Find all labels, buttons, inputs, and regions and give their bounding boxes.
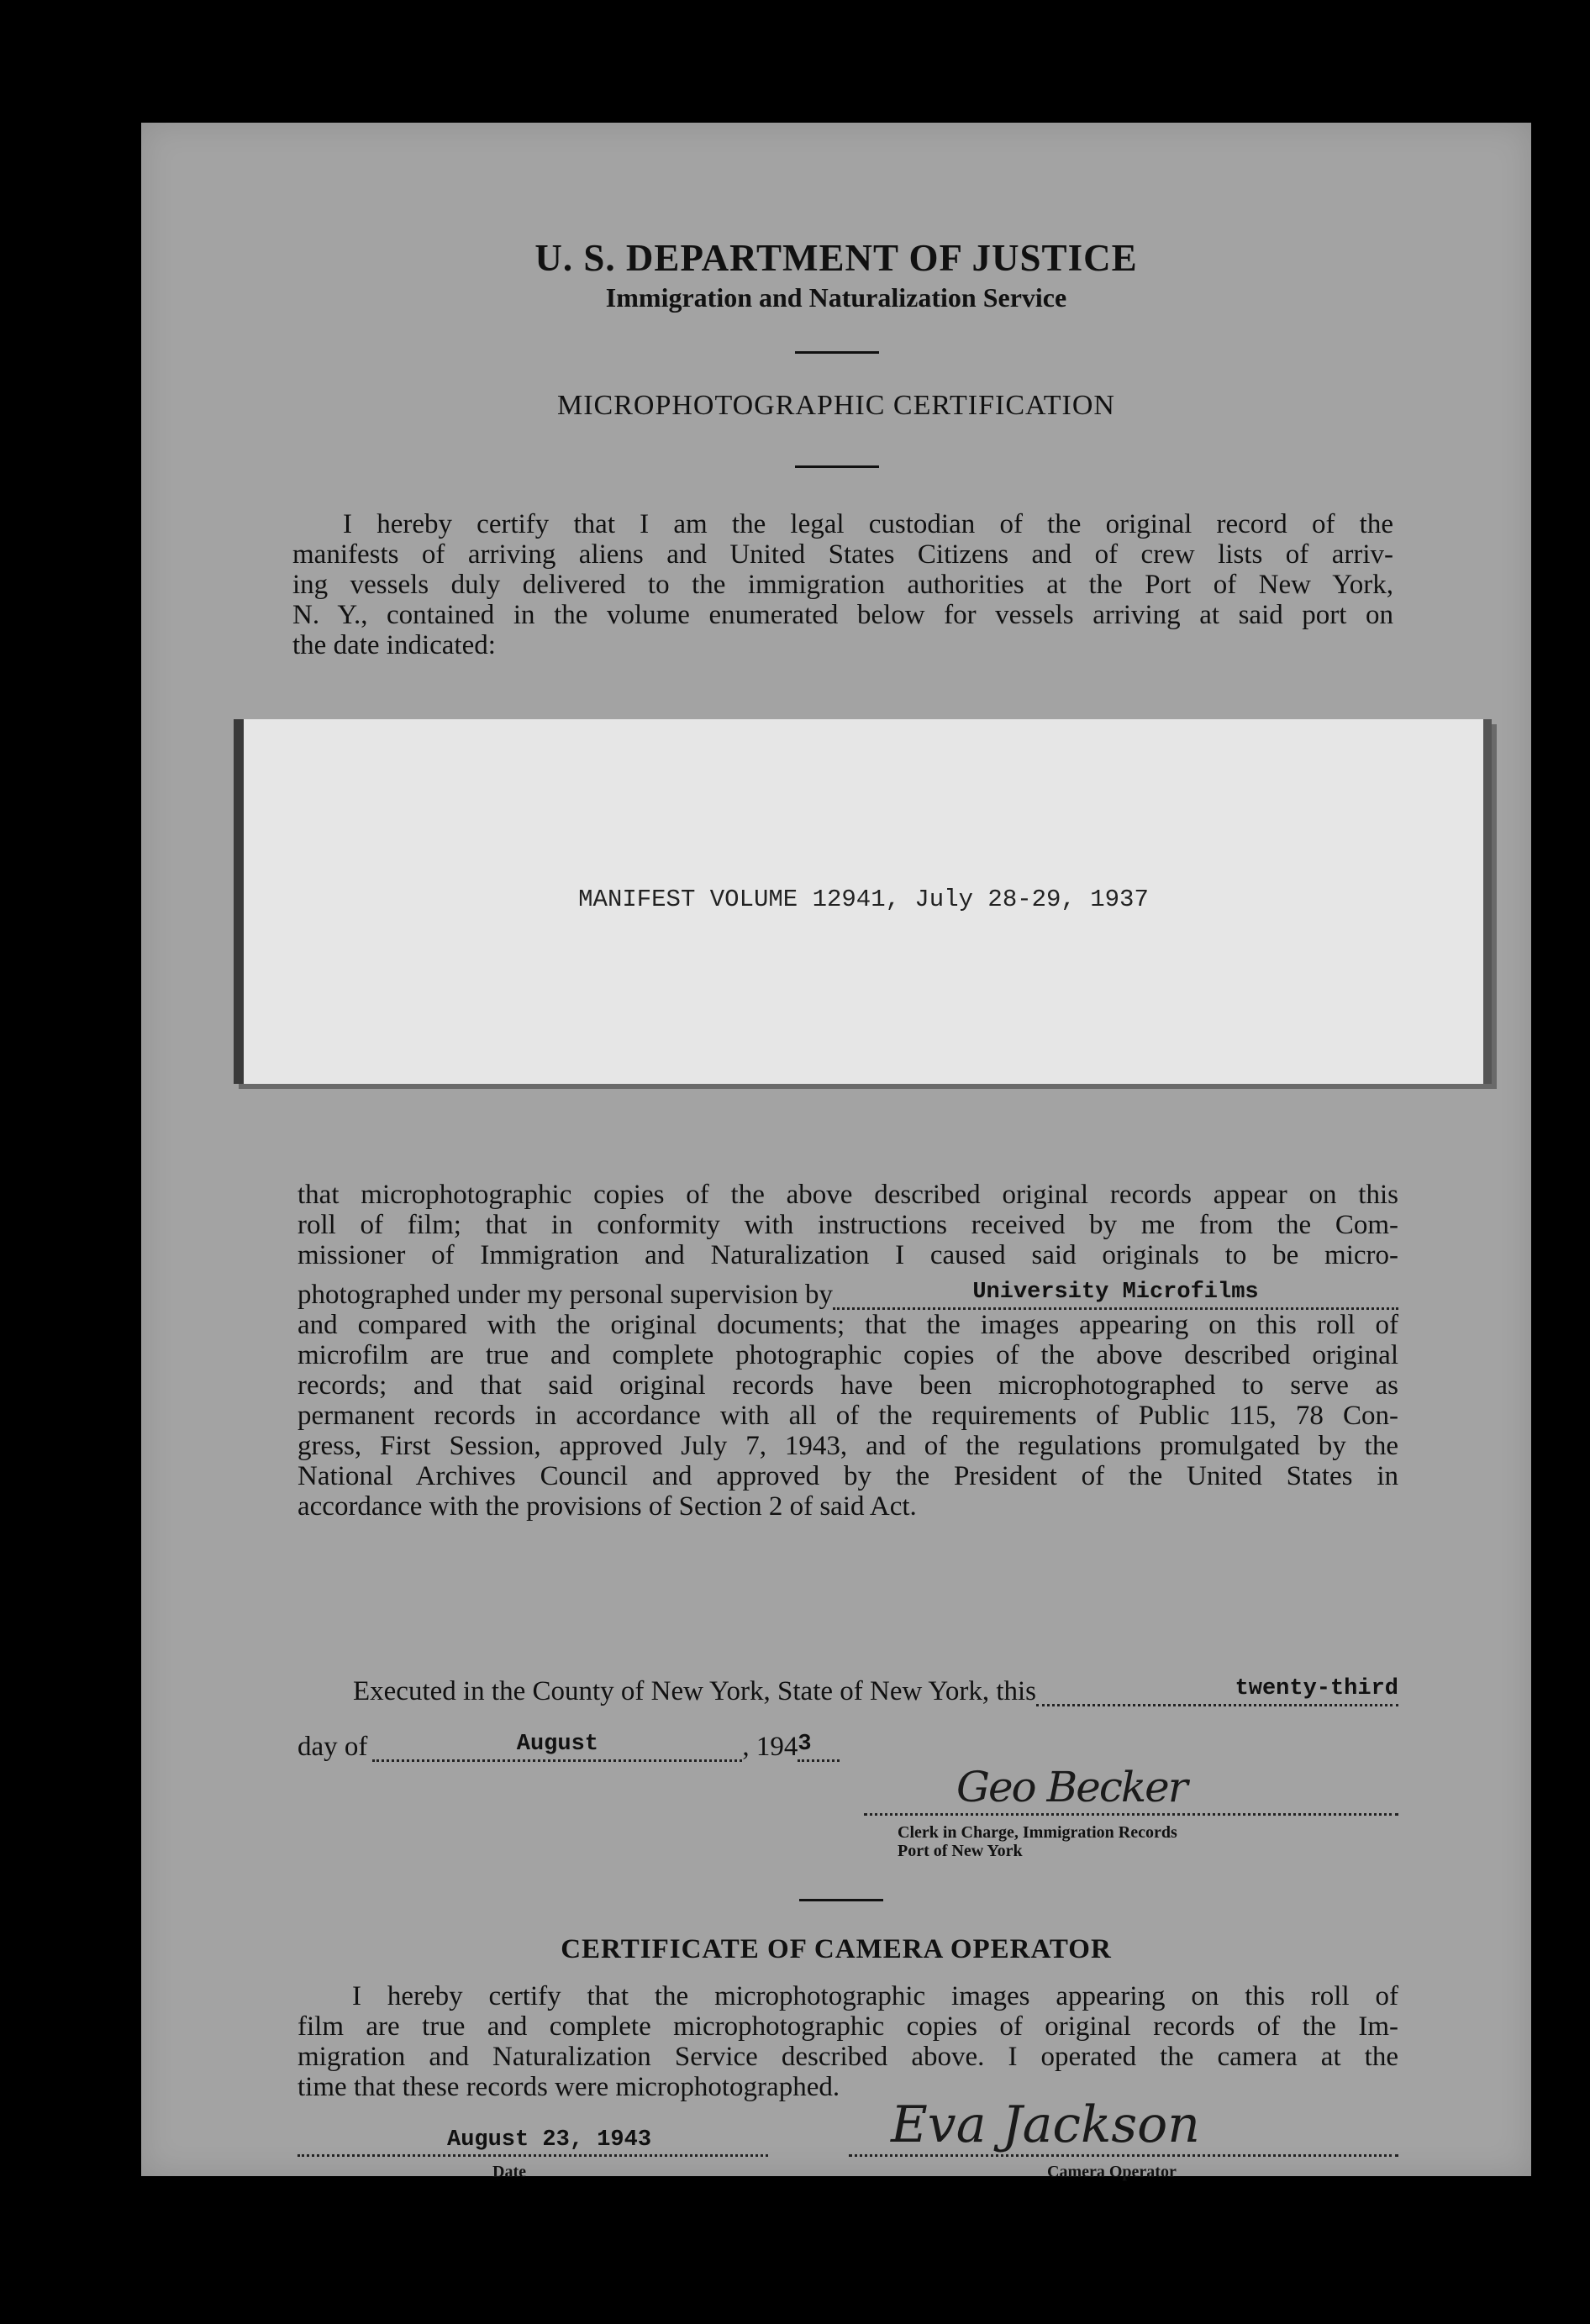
- supervision-prefix: photographed under my personal supervision by: [297, 1280, 833, 1310]
- camera-paragraph: [297, 1981, 1398, 2102]
- text-line: I hereby certify that the microphotographic images appearing on this roll of: [352, 1981, 1398, 2011]
- camera-date-value: August 23, 1943: [447, 2127, 652, 2153]
- text-line: roll of film; that in conformity with instructions received by me from the Com-: [297, 1210, 1398, 1240]
- operator-signature-line: [849, 2095, 1398, 2157]
- text-line: N. Y., contained in the volume enumerated below for vessels arriving at said port on: [292, 600, 1393, 630]
- operator-label: Camera Operator: [1047, 2163, 1177, 2181]
- certification-title: MICROPHOTOGRAPHIC CERTIFICATION: [556, 390, 1115, 421]
- clerk-title: [898, 1823, 1177, 1860]
- text-line: missioner of Immigration and Naturalization I caused said originals to be micro-: [297, 1240, 1398, 1270]
- text-line: manifests of arriving aliens and United States Citizens and of crew lists of arriv-: [292, 539, 1393, 570]
- year-suffix: 3: [798, 1729, 840, 1762]
- year-prefix: , 194: [742, 1732, 798, 1762]
- text-line: microfilm are true and complete photographic copies of the above described original: [297, 1340, 1398, 1370]
- text-line: ing vessels duly delivered to the immigration authorities at the Port of New York,: [292, 570, 1393, 600]
- date-field: [297, 2117, 768, 2157]
- clerk-title-line: Port of New York: [898, 1842, 1023, 1860]
- text-line: gress, First Session, approved July 7, 1943, and of the regulations promulgated by the: [297, 1431, 1398, 1461]
- manifest-slip: [234, 719, 1492, 1084]
- clerk-signature-line: [864, 1763, 1398, 1816]
- operator-signature: Eva Jackson: [891, 2095, 1200, 2154]
- document-page: [141, 123, 1531, 2181]
- clerk-signature: Geo Becker: [956, 1763, 1187, 1811]
- text-line: records; and that said original records have been microphotographed to serve as: [297, 1370, 1398, 1401]
- month-value: August: [372, 1729, 742, 1762]
- divider: [795, 351, 879, 354]
- body-paragraph: [297, 1180, 1398, 1522]
- text-line: migration and Naturalization Service described above. I operated the camera at the: [297, 2042, 1398, 2072]
- text-line: time that these records were microphotographed.: [297, 2072, 840, 2102]
- clerk-title-line: Clerk in Charge, Immigration Records: [898, 1823, 1177, 1842]
- text-line: National Archives Council and approved by the President of the United States in: [297, 1461, 1398, 1491]
- day-of-label: day of: [297, 1732, 368, 1762]
- divider: [795, 465, 879, 468]
- text-line: accordance with the provisions of Section 2 of said Act.: [297, 1491, 917, 1522]
- day-value: twenty-third: [1036, 1674, 1398, 1706]
- text-line: and compared with the original documents; that the images appearing on this roll of: [297, 1310, 1398, 1340]
- manifest-volume-text: MANIFEST VOLUME 12941, July 28-29, 1937: [578, 886, 1149, 913]
- supervision-line: [297, 1277, 1398, 1310]
- date-line: [297, 1729, 1054, 1762]
- text-line: that microphotographic copies of the above described original records appear on this: [297, 1180, 1398, 1210]
- text-line: film are true and complete microphotographic copies of original records of the Im-: [297, 2011, 1398, 2042]
- divider: [799, 1899, 883, 1901]
- executed-prefix: Executed in the County of New York, State of New York, this: [353, 1676, 1037, 1706]
- intro-paragraph: [292, 509, 1393, 660]
- service-subtitle: Immigration and Naturalization Service: [605, 282, 1067, 313]
- text-line: I hereby certify that I am the legal custodian of the original record of the: [343, 509, 1393, 539]
- department-title: U. S. DEPARTMENT OF JUSTICE: [534, 237, 1138, 279]
- executed-line: [353, 1674, 1398, 1706]
- text-line: the date indicated:: [292, 630, 496, 660]
- camera-certificate-heading: CERTIFICATE OF CAMERA OPERATOR: [561, 1934, 1112, 1964]
- supervision-value: University Microfilms: [833, 1277, 1398, 1310]
- date-label: Date: [492, 2163, 526, 2181]
- text-line: permanent records in accordance with all of the requirements of Public 115, 78 Con-: [297, 1401, 1398, 1431]
